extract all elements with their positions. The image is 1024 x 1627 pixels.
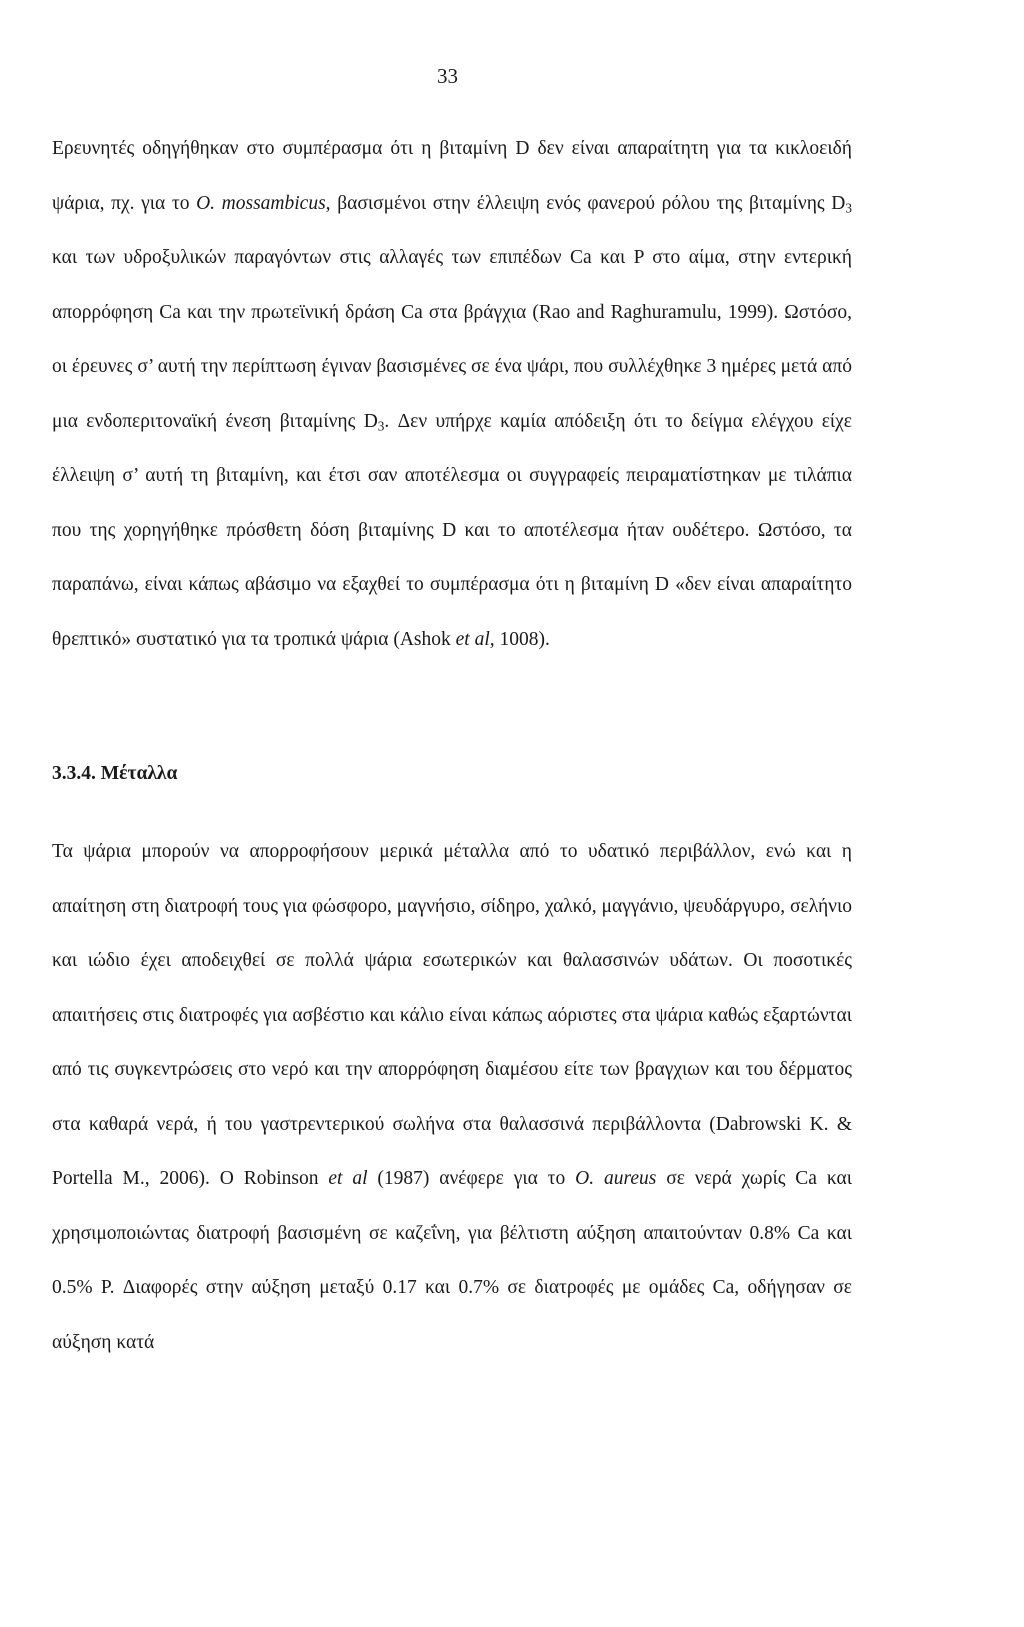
text-run: 1008).: [494, 628, 550, 650]
text-run: (1987) ανέφερε για το: [367, 1168, 576, 1189]
species-name: O. aureus: [575, 1168, 657, 1189]
text-run: . Δεν υπήρχε καμία απόδειξη ότι το δείγμα ελέγχου είχε έλλειψη σ’ αυτή τη βιταμίνη, και έτσι σαν αποτέλεσμα οι συγγραφείς πειραματίστηκαν με τιλάπια που της χορηγήθηκε πρόσθετη δόση βιταμίνης D και το αποτέλεσμα ήταν ουδέτερο. Ωστόσο, τα παραπάνω, είναι κάπως αβάσιμο να εξαχθεί το συμπέρασμα ότι η βιταμίνη D «δεν είναι απαραίτητο θρεπτικό» συστατικό για τα τροπικά ψάρια (Ashok: [52, 410, 852, 650]
citation-et-al: et al: [328, 1168, 368, 1189]
text-run: βασισμένοι στην έλλειψη ενός φανερού ρόλου της βιταμίνης D: [330, 192, 846, 214]
citation-et-al: et al,: [455, 628, 495, 650]
text-run: Τα ψάρια μπορούν να απορροφήσουν μερικά μέταλλα από το υδατικό περιβάλλον, ενώ και η απαίτηση στη διατροφή τους για φώσφορο, μαγνήσιο, σίδηρο, χαλκό, μαγγάνιο, ψευδάργυρο, σελήνιο και ιώδιο έχει αποδειχθεί σε πολλά ψάρια εσωτερικών και θαλασσινών υδάτων. Οι ποσοτικές απαιτήσεις στις διατροφές για ασβέστιο και κάλιο είναι κάπως αόριστες στα ψάρια καθώς εξαρτώνται από τις συγκεντρώσεις στο νερό και την απορρόφηση διαμέσου είτε των βραγχιων και του δέρματος στα καθαρά νερά, ή του γαστρεντερικού σωλήνα στα θαλασσινά περιβάλλοντα (Dabrowski K. & Portella M., 2006). O Robinson: [52, 841, 852, 1189]
page-number: 33: [437, 64, 458, 88]
body-paragraph-minerals: [52, 825, 852, 1370]
text-run: σε νερά χωρίς Ca και χρησιμοποιώντας διατροφή βασισμένη σε καζεΐνη, για βέλτιστη αύξηση απαιτούνταν 0.8% Ca και 0.5% P. Διαφορές στην αύξηση μεταξύ 0.17 και 0.7% σε διατροφές με ομάδες Ca, οδήγησαν σε αύξηση κατά: [52, 1168, 852, 1353]
section-heading: 3.3.4. Μέταλλα: [52, 763, 178, 784]
text-run: και των υδροξυλικών παραγόντων στις αλλαγές των επιπέδων Ca και P στο αίμα, στην εντερική απορρόφηση Ca και την πρωτεϊνική δράση Ca στα βράγχια (Rao and Raghuramulu, 1999). Ωστόσο, οι έρευνες σ’ αυτή την περίπτωση έγιναν βασισμένες σε ένα ψάρι, που συλλέχθηκε 3 ημέρες μετά από μια ενδοπεριτοναϊκή ένεση βιταμίνης D: [52, 247, 852, 432]
body-paragraph-vitamin-d: [52, 122, 852, 667]
species-name: O. mossambicus,: [196, 192, 331, 214]
subscript: 3: [377, 417, 385, 433]
subscript: 3: [845, 199, 852, 215]
text-run: Ερευνητές οδηγήθηκαν στο συμπέρασμα ότι η βιταμίνη D δεν είναι απαραίτητη για τα κικλοειδή ψάρια, πχ. για το: [52, 138, 852, 214]
